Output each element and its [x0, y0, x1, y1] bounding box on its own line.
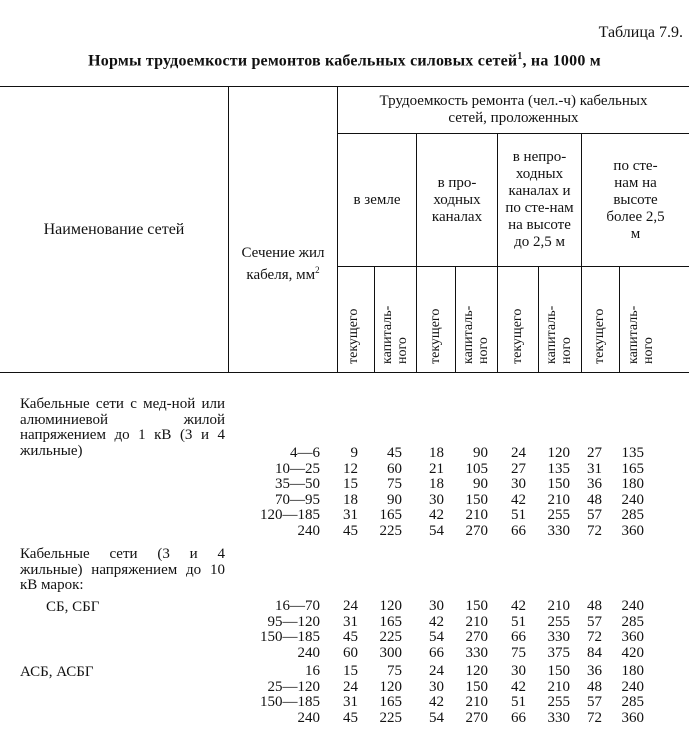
cell-value: 57 [587, 507, 602, 523]
header-repair-current-1: текущего [346, 308, 361, 364]
cell-value: 66 [429, 644, 444, 661]
cell-value: 42 [429, 694, 444, 710]
table-row [0, 477, 689, 493]
cell-value: 240 [621, 678, 644, 695]
cell-value: 45 [343, 522, 358, 539]
cell-value: 48 [587, 491, 602, 508]
table-row [0, 615, 689, 631]
title-footnote-mark: 1 [517, 51, 523, 62]
cell-section: 25—120 [267, 678, 320, 695]
cell-value: 150 [465, 598, 488, 614]
header-bottom-rule [0, 372, 689, 373]
cell-value: 45 [343, 629, 358, 645]
cell-value: 42 [429, 507, 444, 523]
cell-section: 16—70 [275, 598, 320, 614]
cell-value: 15 [343, 663, 358, 679]
subgroup-label-asb: АСБ, АСБГ [20, 664, 94, 680]
cell-value: 360 [621, 709, 644, 726]
cell-value: 210 [465, 694, 488, 710]
cell-value: 105 [465, 460, 488, 477]
cell-value: 15 [343, 476, 358, 492]
cell-value: 75 [387, 663, 402, 679]
cell-value: 51 [511, 613, 526, 630]
cell-value: 27 [511, 460, 526, 477]
table-row [0, 493, 689, 509]
cell-value: 165 [379, 507, 402, 523]
cell-section: 35—50 [275, 476, 320, 492]
cell-value: 21 [429, 460, 444, 477]
cell-value: 31 [343, 507, 358, 523]
header-laying-nonpassable-channels [498, 134, 581, 266]
table-row [0, 695, 689, 711]
table-row [0, 630, 689, 646]
cell-value: 240 [621, 491, 644, 508]
cell-value: 42 [511, 598, 526, 614]
cell-value: 51 [511, 694, 526, 710]
cell-value: 42 [511, 678, 526, 695]
header-laying-passable-channels [417, 134, 497, 266]
cell-value: 45 [343, 709, 358, 726]
header-section-text: Сечение жил кабеля, мм [241, 244, 325, 283]
cell-value: 57 [587, 694, 602, 710]
cell-value: 45 [387, 445, 402, 461]
cell-section: 10—25 [275, 460, 320, 477]
cell-value: 48 [587, 678, 602, 695]
cell-value: 225 [379, 522, 402, 539]
cell-value: 54 [429, 522, 444, 539]
divider-repair-2 [455, 266, 456, 372]
cell-value: 30 [511, 476, 526, 492]
cell-value: 72 [587, 629, 602, 645]
table-row [0, 462, 689, 478]
cell-value: 150 [547, 476, 570, 492]
cell-value: 30 [429, 491, 444, 508]
cell-value: 90 [387, 491, 402, 508]
cell-value: 270 [465, 629, 488, 645]
cell-value: 24 [511, 445, 526, 461]
table-row [0, 646, 689, 662]
header-repair-current-3: текущего [510, 308, 525, 364]
cell-value: 120 [465, 663, 488, 679]
cell-value: 270 [465, 709, 488, 726]
cell-value: 150 [465, 678, 488, 695]
divider-repair-1 [374, 266, 375, 372]
cell-value: 270 [465, 522, 488, 539]
cell-section: 240 [297, 709, 320, 726]
cell-value: 210 [465, 507, 488, 523]
cell-section: 150—185 [260, 694, 320, 710]
cell-value: 60 [387, 460, 402, 477]
cell-value: 24 [343, 598, 358, 614]
cell-value: 31 [343, 694, 358, 710]
header-repair-capital-2: капиталь-ного [461, 305, 491, 364]
table-row [0, 711, 689, 727]
cell-value: 255 [547, 613, 570, 630]
cell-value: 225 [379, 709, 402, 726]
cell-value: 135 [547, 460, 570, 477]
cell-value: 24 [429, 663, 444, 679]
cell-value: 150 [547, 663, 570, 679]
cell-value: 330 [465, 644, 488, 661]
cell-value: 120 [379, 598, 402, 614]
table-row [0, 524, 689, 540]
cell-value: 30 [429, 678, 444, 695]
cell-value: 330 [547, 709, 570, 726]
cell-value: 42 [429, 613, 444, 630]
table-row [0, 446, 689, 462]
header-laying-ground [338, 134, 416, 266]
header-repair-current-2: текущего [428, 308, 443, 364]
laying-type-rule [337, 266, 689, 267]
cell-value: 255 [547, 507, 570, 523]
header-repair-capital-1: капиталь-ного [380, 305, 410, 364]
cell-value: 12 [343, 460, 358, 477]
header-labor-group [338, 88, 689, 132]
cell-value: 75 [387, 476, 402, 492]
cell-value: 30 [429, 598, 444, 614]
cell-value: 36 [587, 663, 602, 679]
cell-value: 165 [379, 613, 402, 630]
header-labor-group-text: Трудоемкость ремонта (чел.-ч) кабельных сетей, проложенных [379, 93, 648, 126]
cell-value: 27 [587, 445, 602, 461]
header-repair-current-4: текущего [592, 308, 607, 364]
cell-value: 210 [547, 678, 570, 695]
group-label-1kv: Кабельные сети с мед-ной или алюминиевой жилой напряжением до 1 кВ (3 и 4 жильные) [20, 396, 225, 459]
cell-value: 360 [621, 629, 644, 645]
header-laying-walls-text: по сте-нам на высоте более 2,5 м [606, 157, 665, 242]
cell-section: 120—185 [260, 507, 320, 523]
cell-value: 210 [547, 598, 570, 614]
cell-section: 240 [297, 522, 320, 539]
cell-value: 165 [379, 694, 402, 710]
cell-section: 70—95 [275, 491, 320, 508]
header-section-column [229, 86, 337, 372]
cell-section: 16 [305, 663, 320, 679]
divider-repair-3 [538, 266, 539, 372]
cell-value: 75 [511, 644, 526, 661]
table-row [0, 599, 689, 615]
cell-value: 285 [621, 613, 644, 630]
divider-repair-4 [619, 266, 620, 372]
cell-value: 180 [621, 476, 644, 492]
cell-value: 240 [621, 598, 644, 614]
table-title [0, 51, 689, 70]
cell-value: 225 [379, 629, 402, 645]
cell-value: 66 [511, 629, 526, 645]
header-laying-ground-text: в земле [353, 191, 401, 208]
cell-value: 66 [511, 522, 526, 539]
cell-value: 31 [343, 613, 358, 630]
cell-value: 150 [465, 491, 488, 508]
cell-value: 375 [547, 644, 570, 661]
cell-value: 42 [511, 491, 526, 508]
subgroup-label-sb: СБ, СБГ [46, 599, 100, 615]
cell-value: 66 [511, 709, 526, 726]
cell-value: 57 [587, 613, 602, 630]
cell-value: 330 [547, 522, 570, 539]
cell-section: 4—6 [290, 445, 320, 461]
title-text: Нормы трудоемкости ремонтов кабельных силовых сетей [88, 52, 518, 70]
title-suffix: , на 1000 м [522, 52, 601, 70]
header-laying-nonpassable-text: в непро-ходных каналах и по сте-нам на высоте до 2,5 м [505, 149, 574, 250]
cell-value: 18 [343, 491, 358, 508]
cell-value: 90 [473, 445, 488, 461]
cell-value: 120 [379, 678, 402, 695]
cell-value: 420 [621, 644, 644, 661]
cell-value: 180 [621, 663, 644, 679]
table-row [0, 664, 689, 680]
cell-value: 285 [621, 694, 644, 710]
cell-value: 18 [429, 445, 444, 461]
cell-value: 300 [379, 644, 402, 661]
cell-value: 90 [473, 476, 488, 492]
cell-value: 255 [547, 694, 570, 710]
cell-value: 360 [621, 522, 644, 539]
header-laying-passable-text: в про-ходных каналах [431, 174, 483, 225]
cell-value: 18 [429, 476, 444, 492]
table-row [0, 508, 689, 524]
cell-value: 120 [547, 445, 570, 461]
cell-value: 24 [343, 678, 358, 695]
cell-value: 72 [587, 709, 602, 726]
cell-value: 31 [587, 460, 602, 477]
header-laying-walls-high [582, 134, 689, 266]
header-repair-capital-4: капиталь-ного [626, 305, 656, 364]
header-repair-capital-3: капиталь-ного [544, 305, 574, 364]
cell-value: 330 [547, 629, 570, 645]
cell-section: 95—120 [267, 613, 320, 630]
cell-value: 60 [343, 644, 358, 661]
cell-section: 240 [297, 644, 320, 661]
cell-value: 72 [587, 522, 602, 539]
cell-value: 9 [350, 445, 358, 461]
cell-section: 150—185 [260, 629, 320, 645]
group-label-10kv: Кабельные сети (3 и 4 жильные) напряжением до 10 кВ марок: [20, 546, 225, 593]
cell-value: 54 [429, 709, 444, 726]
cell-value: 210 [547, 491, 570, 508]
cell-value: 51 [511, 507, 526, 523]
cell-value: 135 [621, 445, 644, 461]
cell-value: 36 [587, 476, 602, 492]
table-label: Таблица 7.9. [598, 24, 683, 41]
header-section-unit-sup: 2 [315, 264, 320, 275]
cell-value: 210 [465, 613, 488, 630]
cell-value: 84 [587, 644, 602, 661]
header-name-column: Наименование сетей [43, 220, 185, 238]
cell-value: 165 [621, 460, 644, 477]
cell-value: 48 [587, 598, 602, 614]
cell-value: 54 [429, 629, 444, 645]
cell-value: 285 [621, 507, 644, 523]
cell-value: 30 [511, 663, 526, 679]
table-row [0, 680, 689, 696]
